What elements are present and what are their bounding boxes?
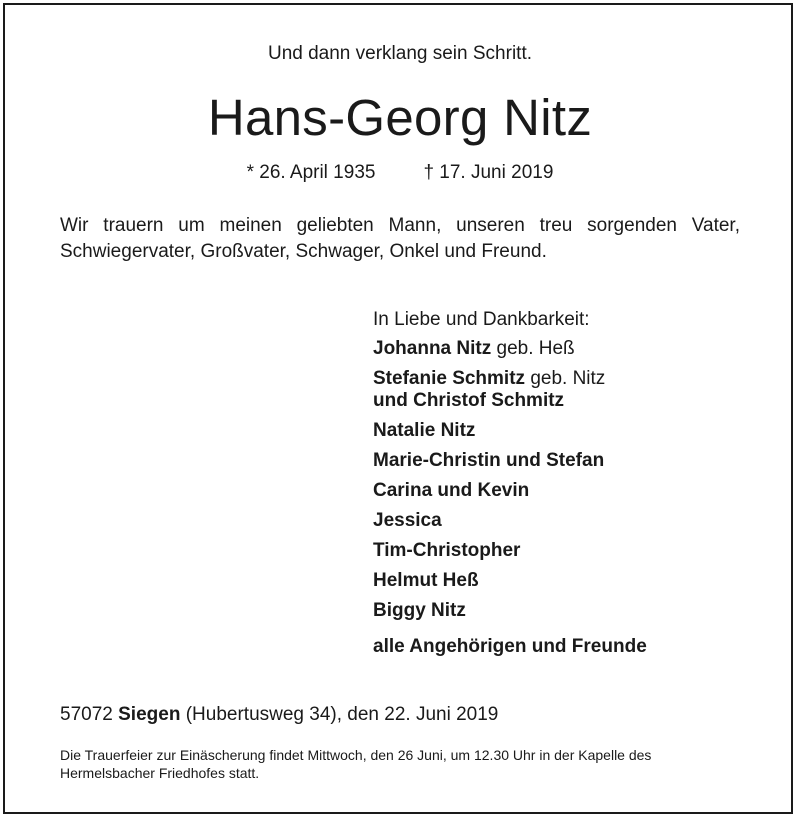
city: Siegen (118, 704, 181, 725)
mourner: Biggy Nitz (373, 600, 466, 621)
birth-date: * 26. April 1935 (246, 162, 376, 183)
intro-text: Wir trauern um meinen geliebten Mann, unseren treu sorgenden Vater, Schwiegervater, Großvater, Schwager, Onkel und Freund. (60, 215, 740, 262)
life-dates (0, 162, 800, 184)
address-date: (Hubertusweg 34), den 22. Juni 2019 (185, 704, 499, 725)
mourner: Natalie Nitz (373, 420, 476, 441)
mourners-closing: alle Angehörigen und Freunde (373, 636, 647, 657)
mourner: Marie-Christin und Stefan (373, 450, 605, 471)
mourners-list (373, 306, 773, 662)
deceased-name: Hans-Georg Nitz (207, 89, 593, 146)
place-and-date (60, 704, 498, 726)
death-date: † 17. Juni 2019 (423, 162, 554, 183)
mourner: Jessica (373, 510, 442, 531)
motto: Und dann verklang sein Schritt. (267, 43, 533, 64)
mourner: Helmut Heß (373, 570, 479, 591)
mourner: Johanna Nitz geb. Heß (373, 338, 575, 359)
mourner: Carina und Kevin (373, 480, 530, 501)
mourner: Tim-Christopher (373, 540, 521, 561)
mourners-heading: In Liebe und Dankbarkeit: (373, 309, 590, 330)
funeral-info: Die Trauerfeier zur Einäscherung findet Mittwoch, den 26 Juni, um 12.30 Uhr in der Kapelle des Hermelsbacher Friedhofes statt. (60, 747, 652, 781)
postcode: 57072 (60, 704, 113, 725)
mourner: Stefanie Schmitz geb. Nitz und Christof Schmitz (373, 368, 606, 411)
